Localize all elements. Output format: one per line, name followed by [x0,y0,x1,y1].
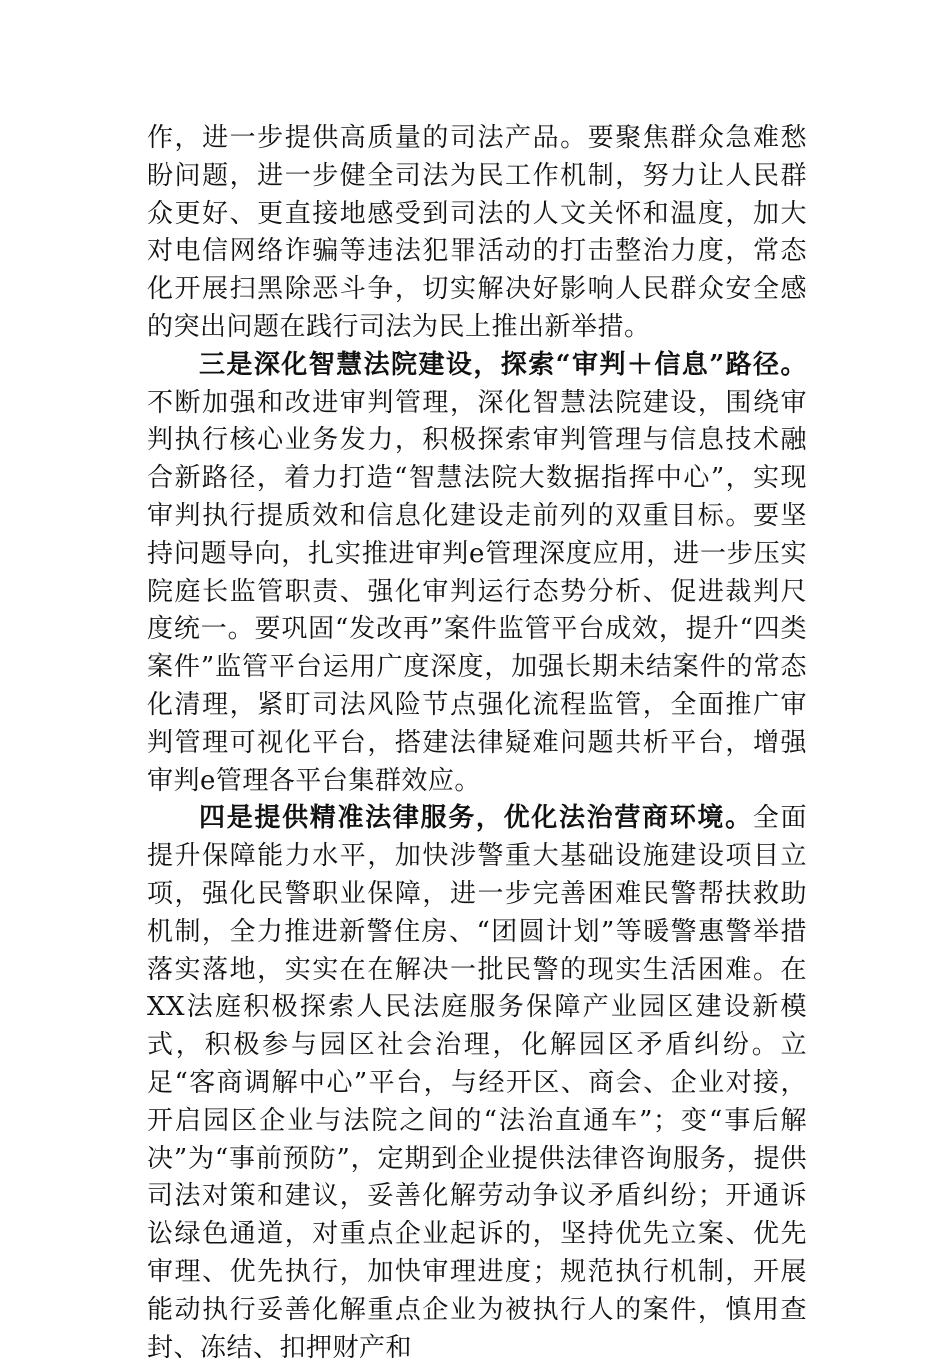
document-page [147,120,807,1367]
paragraph-continuation [147,120,807,347]
paragraph-legal-service [147,800,807,1367]
paragraph-text: 作，进一步提供高质量的司法产品。要聚焦群众急难愁盼问题，进一步健全司法为民工作机制，努力让人民群众更好、更直接地感受到司法的人文关怀和温度，加大对电信网络诈骗等违法犯罪活动的打击整治力度，常态化开展扫黑除恶斗争，切实解决好影响人民群众安全感的突出问题在践行司法为民上推出新举措。 [147,123,807,342]
paragraph-text: 不断加强和改进审判管理，深化智慧法院建设，围绕审判执行核心业务发力，积极探索审判管理与信息技术融合新路径，着力打造“智慧法院大数据指挥中心”，实现审判执行提质效和信息化建设走前列的双重目标。要坚持问题导向，扎实推进审判e管理深度应用，进一步压实院庭长监管职责、强化审判运行态势分析、促进裁判尺度统一。要巩固“发改再”案件监管平台成效，提升“四类案件”监管平台运用广度深度，加强长期未结案件的常态化清理，紧盯司法风险节点强化流程监管，全面推广审判管理可视化平台，搭建法律疑难问题共析平台，增强审判e管理各平台集群效应。 [147,387,807,796]
paragraph-heading: 四是提供精准法律服务，优化法治营商环境。 [199,803,753,834]
paragraph-smart-court [147,347,807,801]
paragraph-heading: 三是深化智慧法院建设，探索“审判＋信息”路径。 [199,349,807,380]
paragraph-text: 全面提升保障能力水平，加快涉警重大基础设施建设项目立项，强化民警职业保障，进一步完善困难民警帮扶救助机制，全力推进新警住房、“团圆计划”等暖警惠警举措落实落地，实实在在解决一批民警的现实生活困难。在XX法庭积极探索人民法庭服务保障产业园区建设新模式，积极参与园区社会治理，化解园区矛盾纠纷。立足“客商调解中心”平台，与经开区、商会、企业对接，开启园区企业与法院之间的“法治直通车”；变“事后解决”为“事前预防”，定期到企业提供法律咨询服务，提供司法对策和建议，妥善化解劳动争议矛盾纠纷；开通诉讼绿色通道，对重点企业起诉的，坚持优先立案、优先审理、优先执行，加快审理进度；规范执行机制，开展能动执行妥善化解重点企业为被执行人的案件，慎用查封、冻结、扣押财产和 [147,803,807,1363]
